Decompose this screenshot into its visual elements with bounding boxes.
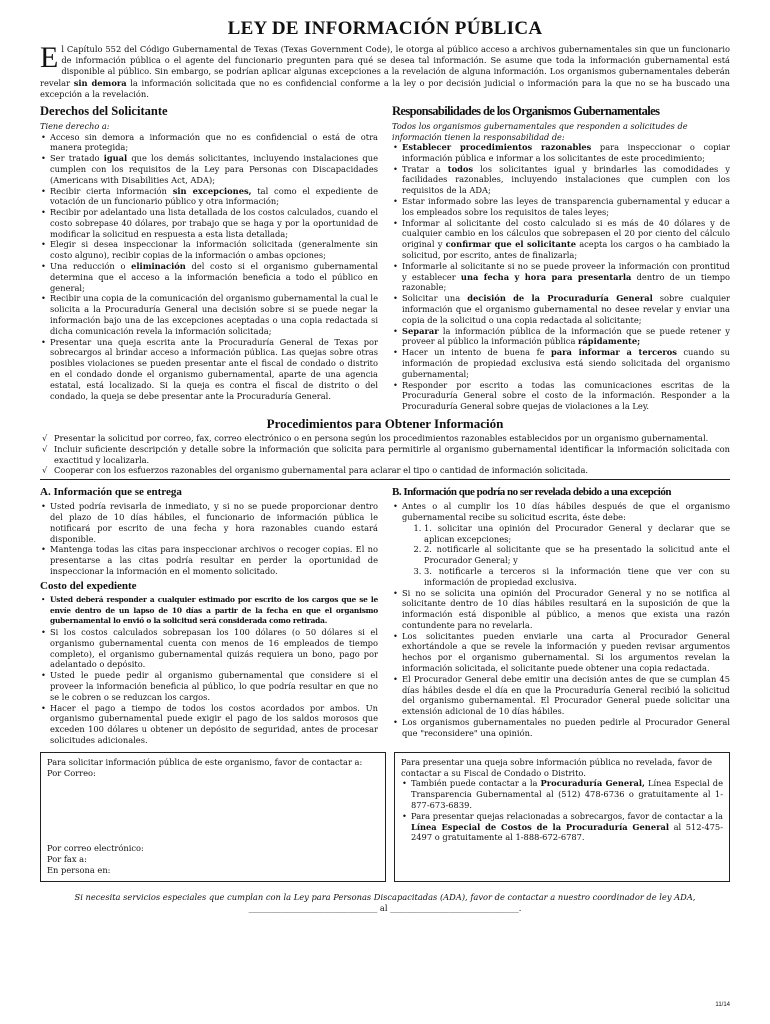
list-item: • Establecer procedimientos razonables para inspeccionar o copiar información pública e informar a los solicitantes de este procedimiento; [392,142,730,164]
list-item: • Ser tratado igual que los demás solicitantes, incluyendo instalaciones que cumplen con los requisitos de la Ley para Personas con Discapacidades (Americans with Disabilities Act, ADA); [40,153,378,185]
rights-responsibilities [40,102,730,412]
ada-footer [40,892,730,914]
numbered-list [402,523,730,588]
list-item: • Informarle al solicitante si no se puede proveer la información con prontitud y establecer una fecha y hora para presentarla dentro de un tiempo razonable; [392,261,730,293]
list-item: • Presentar una queja escrita ante la Procuraduría General de Texas por sobrecargos al brindar acceso a información pública. Las quejas sobre otras posibles violaciones se pueden presentar ante el fiscal de condado o distrito en el condado donde el organismo gubernamental, aparte de una agencia estatal, está localizado. Si la queja es contra el fiscal de distrito o del condado, la queja se debe presentar ante la Procuraduría General. [40,337,378,402]
list-item: • Solicitar una decisión de la Procuraduría General sobre cualquier información que el organismo gubernamental no desee revelar y enviar una copia de la solicitud o una copia redactada al solicitante; [392,293,730,325]
drop-cap: E [40,41,59,74]
rights-list [40,132,378,402]
list-item: • Los organismos gubernamentales no pueden pedirle al Procurador General que "reconsidere" una opinión. [392,717,730,739]
numbered-item: 2. 2. notificarle al solicitante que se ha presentado la solicitud ante el Procurador General; y [424,544,730,566]
list-item: • Separar la información pública de la información que se puede retener y proveer al público la información pública rápidamente; [392,326,730,348]
section-b-heading: B. Información que podría no ser revelada debido a una excepción [392,486,671,499]
list-item: • Hacer un intento de buena fe para informar a terceros cuando su información de propiedad exclusiva está siendo solicitada del organismo gubernamental; [392,347,730,379]
request-contact-box [40,752,386,882]
document-page [40,18,731,1008]
list-item: • Recibir por adelantado una lista detallada de los costos calculados, cuando el costo sobrepase 40 dólares, por trabajo que se haga y por la oportunidad de modificar la solicitud en respuesta a esta lista detallada; [40,207,378,239]
list-item: • También puede contactar a la Procuraduría General, Línea Especial de Transparencia Gubernamental al (512) 478-6736 o gratuitamente al 1-877-673-6839. [401,778,723,810]
responsibilities-heading: Responsabilidades de los Organismos Gubernamentales [392,104,660,119]
requester-rights [40,102,378,412]
list-item: • Mantenga todas las citas para inspeccionar archivos o recoger copias. El no presentarse a las citas podría resultar en perder la oportunidad de inspeccionar la información en el momento solicitado. [40,544,378,576]
fax-label: Por fax a: [47,854,87,865]
ada-blank-line: _______________________________ al _______________________________. [248,902,522,913]
procedures-list [40,433,730,476]
section-a [40,483,378,746]
contact-boxes [40,752,730,882]
complaint-contact-box [394,752,730,882]
document-title: LEY DE INFORMACIÓN PÚBLICA [227,18,543,39]
responsibilities-subheading: Todos los organismos gubernamentales que responden a solicitudes de información tienen la responsabilidad de: [392,121,688,142]
complaint-list [401,778,723,843]
list-item: • Si no se solicita una opinión del Procurador General y no se notifica al solicitante dentro de 10 días hábiles resultará en la suposición de que la información está disponible al público, a menos que exista una razón contundente para no revelarla. [392,588,730,631]
list-item: • Recibir una copia de la comunicación del organismo gubernamental la cual le solicita a la Procuraduría General una decisión sobre si se puede negar la información bajo una de las excepciones aceptadas o una copia redactada si dicha comunicación revela la información solicitada; [40,293,378,336]
list-item: • Tratar a todos los solicitantes igual y brindarles las comodidades y facilidades razonables, incluyendo instalaciones que cumplen con los requisitos de la ADA; [392,164,730,196]
list-item: • Elegir si desea inspeccionar la información solicitada (generalmente sin costo alguno), recibir copias de la información o ambas opciones; [40,239,378,261]
procedures-columns [40,483,730,746]
section-a-heading: A. Información que se entrega [40,486,182,499]
list-item: • Usted deberá responder a cualquier estimado por escrito de los cargos que se le envíe dentro de un lapso de 10 días a partir de la fecha en que el organismo gubernamental lo envió o la solicitud será considerada como retirada. [40,595,378,627]
section-b [392,483,730,746]
list-item: • Acceso sin demora a información que no es confidencial o está de otra manera protegida; [40,132,378,154]
numbered-item: 1. 1. solicitar una opinión del Procurador General y declarar que se aplican excepciones; [424,523,730,545]
responsibilities-list [392,142,730,412]
list-item: • Una reducción o eliminación del costo si el organismo gubernamental determina que el acceso a la información beneficia a todo el público en general; [40,261,378,293]
list-item: • Usted le puede pedir al organismo gubernamental que considere si el proveer la información beneficia al público, lo que podría resultar en que no se le cobren o se reduzcan los cargos. [40,670,378,702]
agency-responsibilities [392,102,730,412]
procedure-item: √ Incluir suficiente descripción y detalle sobre la información que solicita para permitirle al organismo gubernamental identificar la información solicitada con exactitud y localizarla. [40,444,730,466]
section-a-list [40,501,378,577]
intro-paragraph: El Capítulo 552 del Código Gubernamental de Texas (Texas Government Code), le otorga al público acceso a archivos gubernamentales sin que un funcionario de información pública o el agente del funcionario pregunten para qué se desea tal información. Se asume que toda la información gubernamental está disponible al público. Sin embargo, se podrían aplicar algunas excepciones a la revelación de alguna información. Los organismos gubernamentales deberán revelar sin demora la información solicitada que no es confidencial conforme a la ley o por decisión judicial o información para la que no se ha buscado una excepción a la revelación. [40,41,730,99]
cost-heading: Costo del expediente [40,579,137,592]
complaint-intro: Para presentar una queja sobre información pública no revelada, favor de contactar a su Fiscal de Condado o Distrito. [401,756,713,778]
procedures-heading: Procedimientos para Obtener Información [266,415,504,431]
procedure-item: √ Cooperar con los esfuerzos razonables del organismo gubernamental para aclarar el tipo o cantidad de información solicitada. [40,465,730,476]
page-number: 11/14 [715,1002,730,1008]
request-contact-intro: Para solicitar información pública de este organismo, favor de contactar a: [47,756,363,767]
numbered-item: 3. 3. notificarle a terceros si la información tiene que ver con su información de propiedad exclusiva. [424,566,730,588]
list-item: • Recibir cierta información sin excepciones, tal como el expediente de votación de un funcionario público y otra información; [40,186,378,208]
list-item: • Antes o al cumplir los 10 días hábiles después de que el organismo gubernamental recibe su solicitud escrita, éste debe: 1. 1. solicitar una opinión del Procurador General y declarar que se aplican excepciones; 2. 2. notificarle al solicitante que se ha presentado la solicitud ante el Procurador General; y 3. 3. notificarle a terceros si la información tiene que ver con su información de propiedad exclusiva. [392,501,730,587]
ada-notice: Si necesita servicios especiales que cumplan con la Ley para Personas Discapacitadas (ADA), favor de contactar a nuestro coordinador de ley ADA, [74,891,696,902]
in-person-label: En persona en: [47,865,111,876]
list-item: • Estar informado sobre las leyes de transparencia gubernamental y educar a los empleados sobre los requisitos de tales leyes; [392,196,730,218]
list-item: • Para presentar quejas relacionadas a sobrecargos, favor de contactar a la Línea Especial de Costos de la Procuraduría General al 512-475-2497 o gratuitamente al 1-888-672-6787. [401,811,723,843]
contact-methods [47,843,144,875]
procedure-item: √ Presentar la solicitud por correo, fax, correo electrónico o en persona según los procedimientos razonables establecidos por un organismo gubernamental. [40,433,730,444]
rights-heading: Derechos del Solicitante [40,104,168,119]
list-item: • Los solicitantes pueden enviarle una carta al Procurador General exhortándole a que se revele la información y pueden revisar argumentos hechos por el organismo gubernamental. Si los argumentos revelan la información solicitada, el solicitante puede obtener una copia redactada. [392,631,730,674]
list-item: • Hacer el pago a tiempo de todos los costos acordados por ambos. Un organismo gubernamental puede exigir el pago de los saldos morosos que exceden 100 dólares u obtener un depósito de seguridad, antes de procesar solicitudes adicionales. [40,703,378,746]
list-item: • Responder por escrito a todas las comunicaciones escritas de la Procuraduría General sobre el costo de la información. Responder a la Procuraduría General sobre quejas de violaciones a la Ley. [392,380,730,412]
list-item: • El Procurador General debe emitir una decisión antes de que se cumplan 45 días hábiles desde el día en que la Procuraduría General recibió la solicitud del organismo gubernamental. El Procurador General puede solicitar una extensión adicional de 10 días hábiles. [392,674,730,717]
list-item: • Informar al solicitante del costo calculado si es más de 40 dólares y de cualquier cambio en los cálculos que sobrepasen el 20 por ciento del cálculo original y confirmar que el solicitante acepta los cargos o ha cambiado la solicitud, por escrito, antes de finalizarla; [392,218,730,261]
list-item: • Usted podría revisarla de inmediato, y si no se puede proporcionar dentro del plazo de 10 días hábiles, el funcionario de información pública le notificará por escrito de una fecha y hora razonables cuando estará disponible. [40,501,378,544]
rights-subheading: Tiene derecho a: [40,121,110,132]
divider [40,479,730,480]
mail-label: Por Correo: [47,767,96,778]
cost-list [40,595,378,746]
list-item: • Si los costos calculados sobrepasan los 100 dólares (o 50 dólares si el organismo gubernamental cuenta con menos de 16 empleados de tiempo completo), el organismo gubernamental quizás requiera un bono, pago por adelantado o depósito. [40,627,378,670]
email-label: Por correo electrónico: [47,843,144,854]
section-b-list [392,501,730,739]
